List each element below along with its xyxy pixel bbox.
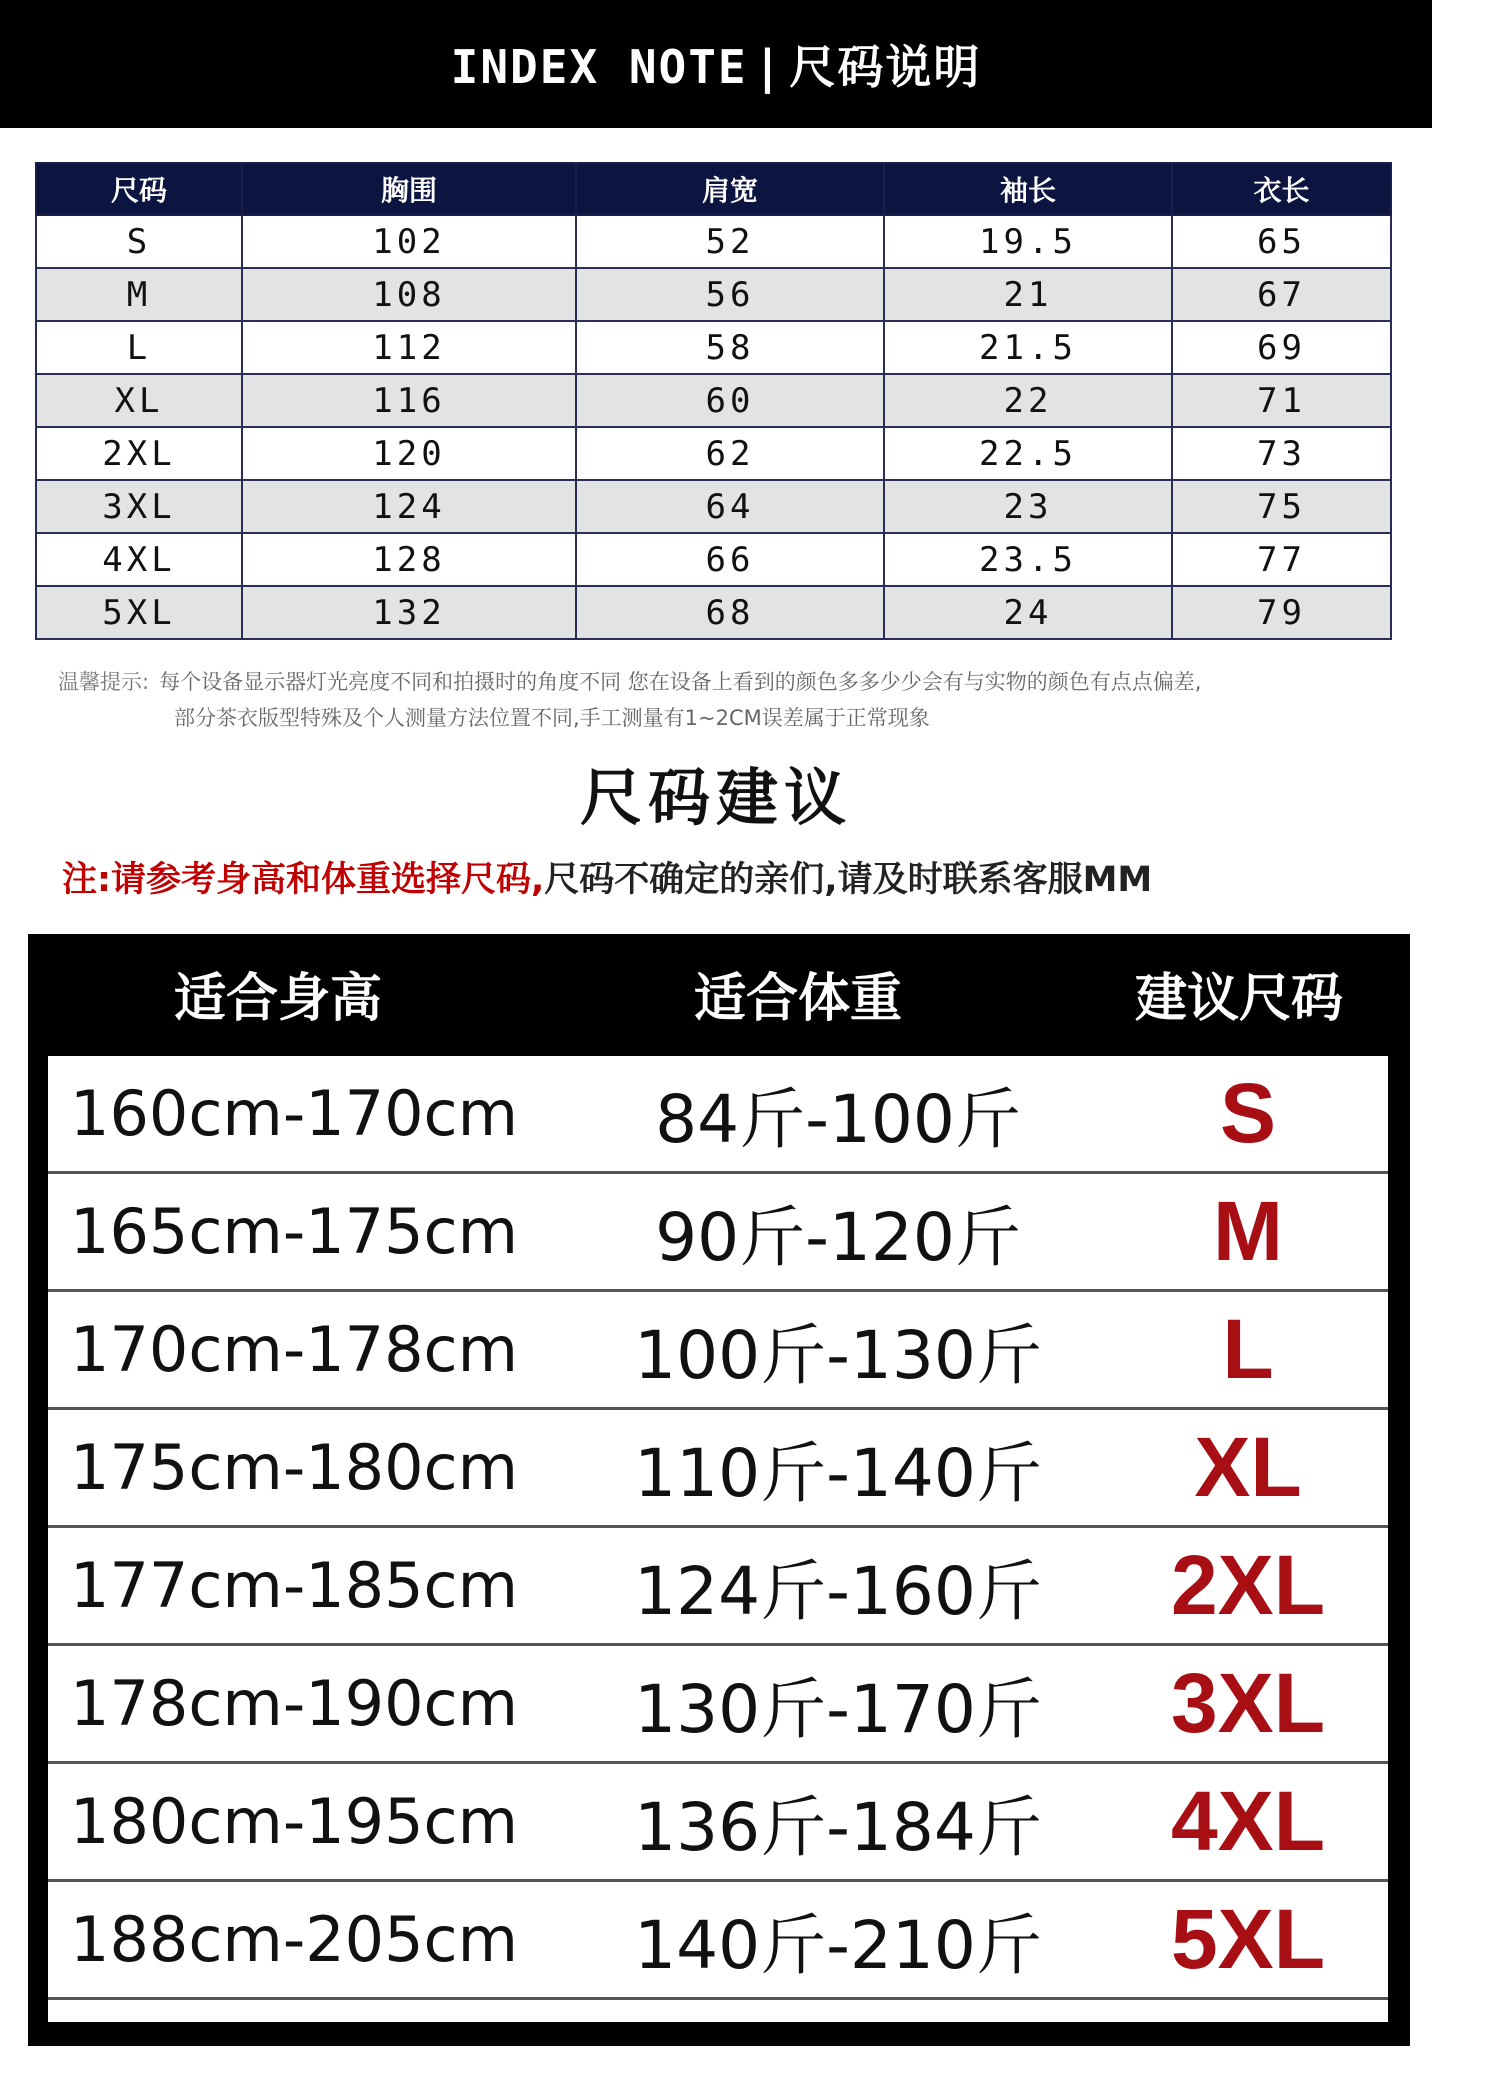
cell-size: XL <box>36 374 242 427</box>
cell-height: 165cm-175cm <box>70 1195 519 1268</box>
cell-shoulder: 66 <box>576 533 884 586</box>
title-separator: | <box>753 40 784 94</box>
cell-shoulder: 64 <box>576 480 884 533</box>
table-row <box>48 1882 1388 2000</box>
cell-weight: 130斤-170斤 <box>634 1671 1042 1748</box>
table-row <box>36 586 1391 639</box>
cell-size: L <box>36 321 242 374</box>
cell-chest: 102 <box>242 215 576 268</box>
table-row <box>48 1764 1388 1882</box>
cell-length: 77 <box>1172 533 1391 586</box>
cell-height: 160cm-170cm <box>70 1077 519 1150</box>
cell-length: 67 <box>1172 268 1391 321</box>
title-en: INDEX NOTE <box>450 40 748 94</box>
cell-size: S <box>36 215 242 268</box>
cell-weight: 90斤-120斤 <box>655 1199 1021 1276</box>
cell-recommended-size: L <box>1222 1302 1274 1396</box>
cell-recommended-size: 5XL <box>1170 1892 1326 1986</box>
cell-sleeve: 21.5 <box>884 321 1172 374</box>
cell-weight: 136斤-184斤 <box>634 1789 1042 1866</box>
cell-chest: 112 <box>242 321 576 374</box>
advice-note-red: 注:请参考身高和体重选择尺码, <box>62 860 545 900</box>
cell-length: 75 <box>1172 480 1391 533</box>
cell-recommended-size: M <box>1213 1184 1283 1278</box>
cell-sleeve: 22.5 <box>884 427 1172 480</box>
cell-chest: 132 <box>242 586 576 639</box>
cell-height: 188cm-205cm <box>70 1903 519 1976</box>
cell-recommended-size: 4XL <box>1170 1774 1326 1868</box>
cell-sleeve: 23 <box>884 480 1172 533</box>
cell-size: 2XL <box>36 427 242 480</box>
col-header-chest: 胸围 <box>242 163 576 215</box>
size-table-header-row <box>36 163 1391 215</box>
table-row <box>36 374 1391 427</box>
cell-shoulder: 68 <box>576 586 884 639</box>
tip-label: 温馨提示: <box>58 670 150 694</box>
cell-chest: 120 <box>242 427 576 480</box>
header-bar <box>0 0 1432 128</box>
cell-chest: 108 <box>242 268 576 321</box>
size-advice-title: 尺码建议 <box>579 761 852 834</box>
table-row <box>36 268 1391 321</box>
table-row <box>48 1292 1388 1410</box>
table-row <box>36 480 1391 533</box>
cell-chest: 116 <box>242 374 576 427</box>
cell-shoulder: 58 <box>576 321 884 374</box>
cell-shoulder: 60 <box>576 374 884 427</box>
size-chart-table <box>35 162 1392 640</box>
cell-chest: 128 <box>242 533 576 586</box>
col-header-sleeve: 袖长 <box>884 163 1172 215</box>
col-header-length: 衣长 <box>1172 163 1391 215</box>
table-row <box>36 321 1391 374</box>
page-title <box>451 31 982 97</box>
cell-length: 69 <box>1172 321 1391 374</box>
cell-height: 175cm-180cm <box>70 1431 519 1504</box>
measurement-tip <box>58 664 1378 736</box>
cell-weight: 110斤-140斤 <box>634 1435 1042 1512</box>
cell-height: 170cm-178cm <box>70 1313 519 1386</box>
cell-sleeve: 21 <box>884 268 1172 321</box>
title-zh: 尺码说明 <box>789 40 982 94</box>
col-header-recommended-size: 建议尺码 <box>1134 968 1343 1029</box>
cell-length: 71 <box>1172 374 1391 427</box>
table-row <box>48 1528 1388 1646</box>
cell-size: 4XL <box>36 533 242 586</box>
cell-weight: 140斤-210斤 <box>634 1907 1042 1984</box>
cell-height: 180cm-195cm <box>70 1785 519 1858</box>
cell-size: 5XL <box>36 586 242 639</box>
tip-line-2: 部分茶衣版型特殊及个人测量方法位置不同,手工测量有1~2CM误差属于正常现象 <box>174 706 930 730</box>
table-row <box>48 1056 1388 1174</box>
table-row <box>36 427 1391 480</box>
cell-shoulder: 52 <box>576 215 884 268</box>
cell-sleeve: 22 <box>884 374 1172 427</box>
table-row <box>36 215 1391 268</box>
cell-length: 79 <box>1172 586 1391 639</box>
cell-recommended-size: S <box>1219 1066 1277 1160</box>
cell-weight: 100斤-130斤 <box>634 1317 1042 1394</box>
cell-height: 178cm-190cm <box>70 1667 519 1740</box>
col-header-shoulder: 肩宽 <box>576 163 884 215</box>
cell-length: 65 <box>1172 215 1391 268</box>
advice-note <box>62 852 1392 902</box>
table-row <box>48 1646 1388 1764</box>
recommendation-body <box>48 1056 1388 2022</box>
cell-sleeve: 19.5 <box>884 215 1172 268</box>
cell-recommended-size: 2XL <box>1170 1538 1326 1632</box>
cell-sleeve: 24 <box>884 586 1172 639</box>
col-header-size: 尺码 <box>36 163 242 215</box>
recommendation-header-row <box>28 934 1410 1052</box>
cell-length: 73 <box>1172 427 1391 480</box>
size-recommendation-table <box>28 934 1410 2046</box>
cell-size: 3XL <box>36 480 242 533</box>
advice-note-black: 尺码不确定的亲们,请及时联系客服MM <box>544 860 1153 900</box>
cell-height: 177cm-185cm <box>70 1549 519 1622</box>
cell-weight: 124斤-160斤 <box>634 1553 1042 1630</box>
cell-recommended-size: XL <box>1194 1420 1302 1514</box>
table-row <box>48 1410 1388 1528</box>
cell-shoulder: 56 <box>576 268 884 321</box>
col-header-weight: 适合体重 <box>693 968 902 1029</box>
tip-line-1: 每个设备显示器灯光亮度不同和拍摄时的角度不同 您在设备上看到的颜色多多少少会有与实物的颜色有点点偏差, <box>159 670 1202 694</box>
cell-sleeve: 23.5 <box>884 533 1172 586</box>
cell-weight: 84斤-100斤 <box>655 1081 1021 1158</box>
cell-shoulder: 62 <box>576 427 884 480</box>
col-header-height: 适合身高 <box>173 968 382 1029</box>
cell-recommended-size: 3XL <box>1170 1656 1326 1750</box>
cell-chest: 124 <box>242 480 576 533</box>
table-row <box>36 533 1391 586</box>
table-row <box>48 1174 1388 1292</box>
cell-size: M <box>36 268 242 321</box>
